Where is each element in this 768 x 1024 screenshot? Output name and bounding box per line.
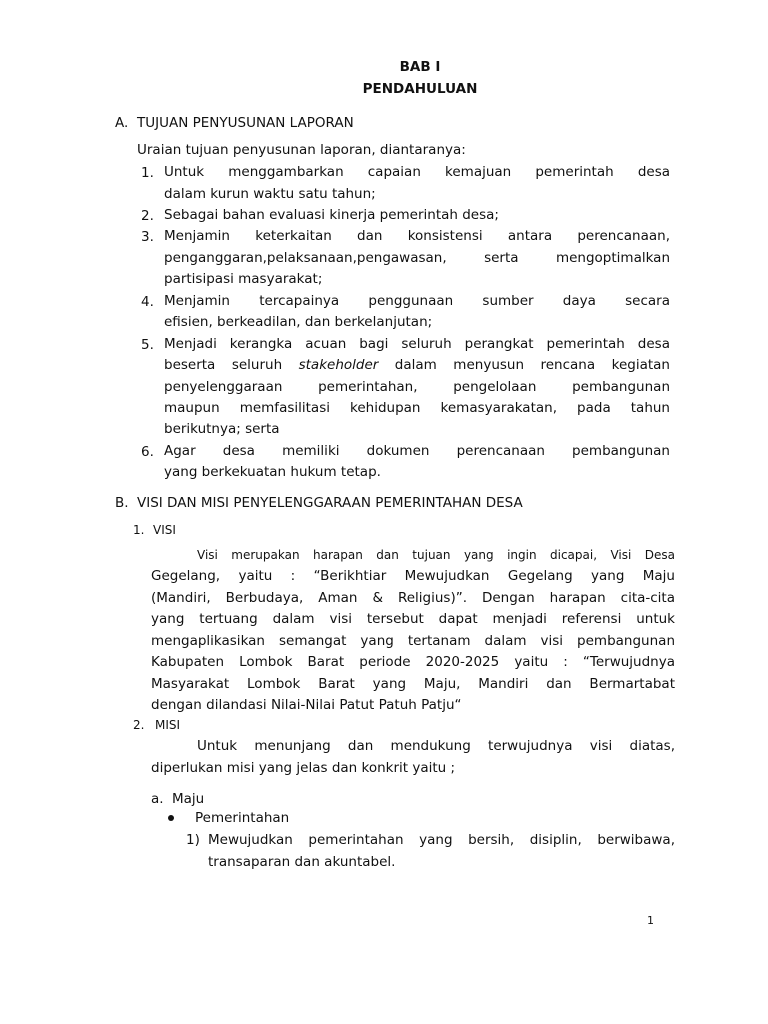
misi-label: MISI: [155, 718, 181, 732]
bullet-dot-icon: [168, 815, 174, 821]
visi-paragraph-line: Kabupaten Lombok Barat periode 2020-2025 yaitu : “Terwujudnya: [151, 654, 675, 670]
list-item-line: Menjamin tercapainya penggunaan sumber daya secara: [164, 293, 670, 309]
list-item-line: Agar desa memiliki dokumen perencanaan pembangunan: [164, 443, 670, 459]
list-item-line-with-italic: [164, 355, 670, 376]
list-item-line: Menjadi kerangka acuan bagi seluruh perangkat pemerintah desa: [164, 336, 670, 352]
visi-paragraph-line: mengaplikasikan semangat yang tertanam dalam visi pembangunan: [151, 633, 675, 649]
item5-text-start: beserta seluruh: [164, 357, 299, 373]
list-item-number: 2.: [141, 208, 154, 224]
point-line: transaparan dan akuntabel.: [208, 854, 396, 870]
chapter-title: PENDAHULUAN: [362, 81, 478, 97]
list-item-line: yang berkekuatan hukum tetap.: [164, 464, 381, 480]
visi-paragraph-line: (Mandiri, Berbudaya, Aman & Religius)”. Dengan harapan cita-cita: [151, 590, 675, 606]
chapter-number: BAB I: [399, 59, 441, 75]
visi-paragraph-line: Visi merupakan harapan dan tujuan yang ingin dicapai, Visi Desa: [197, 548, 675, 562]
stakeholder-term: stakeholder: [298, 357, 379, 373]
section-a-marker: A.: [115, 115, 129, 131]
misi-paragraph-line: Untuk menunjang dan mendukung terwujudnya visi diatas,: [197, 738, 675, 754]
visi-paragraph-line: dengan dilandasi Nilai-Nilai Patut Patuh Patju“: [151, 697, 462, 713]
item5-text-end: dalam menyusun rencana kegiatan: [378, 357, 670, 373]
point-line: Mewujudkan pemerintahan yang bersih, disiplin, berwibawa,: [208, 832, 675, 848]
list-item-number: 6.: [141, 444, 154, 460]
section-a-intro: Uraian tujuan penyusunan laporan, diantaranya:: [137, 142, 466, 158]
section-b-marker: B.: [115, 495, 129, 511]
list-item-line: efisien, berkeadilan, dan berkelanjutan;: [164, 314, 433, 330]
list-item-line: Untuk menggambarkan capaian kemajuan pemerintah desa: [164, 164, 670, 180]
visi-number: 1.: [133, 523, 145, 537]
list-item-line: penyelenggaraan pemerintahan, pengelolaan pembangunan: [164, 379, 670, 395]
list-item-line: dalam kurun waktu satu tahun;: [164, 186, 376, 202]
list-item-number: 5.: [141, 337, 154, 353]
visi-paragraph-line: Masyarakat Lombok Barat yang Maju, Mandiri dan Bermartabat: [151, 676, 675, 692]
page-number: 1: [647, 914, 654, 927]
point-number: 1): [186, 832, 200, 848]
list-item-number: 1.: [141, 165, 154, 181]
visi-paragraph-line: Gegelang, yaitu : “Berikhtiar Mewujudkan Gegelang yang Maju: [151, 568, 675, 584]
list-item-number: 3.: [141, 229, 154, 245]
section-b-heading: VISI DAN MISI PENYELENGGARAAN PEMERINTAHAN DESA: [137, 495, 523, 511]
list-item-line: partisipasi masyarakat;: [164, 271, 323, 287]
list-item-number: 4.: [141, 294, 154, 310]
section-a-heading: TUJUAN PENYUSUNAN LAPORAN: [137, 115, 354, 131]
bullet-label: Pemerintahan: [195, 810, 290, 826]
list-item-line: Sebagai bahan evaluasi kinerja pemerintah desa;: [164, 207, 499, 223]
misi-paragraph-line: diperlukan misi yang jelas dan konkrit yaitu ;: [151, 760, 456, 776]
visi-label: VISI: [153, 523, 176, 537]
list-item-line: penganggaran,pelaksanaan,pengawasan, serta mengoptimalkan: [164, 250, 670, 266]
sub-item-label: Maju: [172, 791, 205, 807]
visi-paragraph-line: yang tertuang dalam visi tersebut dapat menjadi referensi untuk: [151, 611, 675, 627]
misi-number: 2.: [133, 718, 145, 732]
list-item-line: Menjamin keterkaitan dan konsistensi antara perencanaan,: [164, 228, 670, 244]
sub-item-marker: a.: [151, 791, 164, 807]
list-item-line: maupun memfasilitasi kehidupan kemasyarakatan, pada tahun: [164, 400, 670, 416]
list-item-line: berikutnya; serta: [164, 421, 280, 437]
